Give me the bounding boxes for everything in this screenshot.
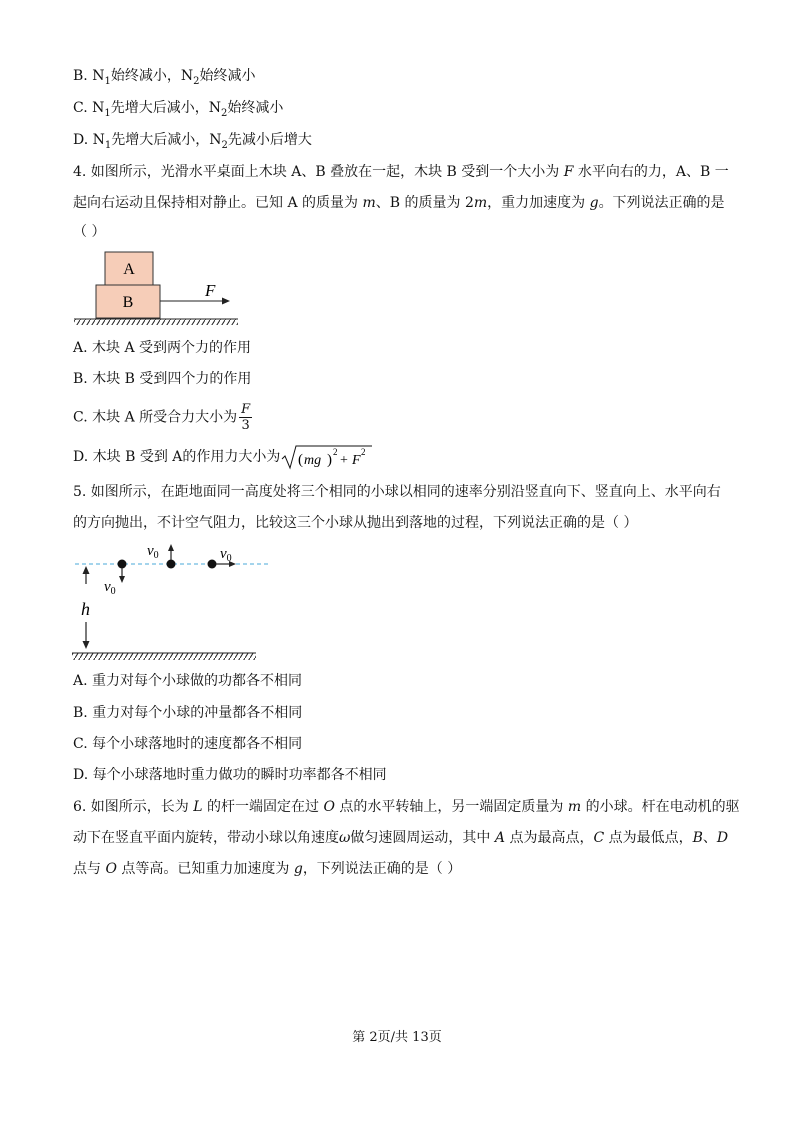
q4-option-c: C. 木块 A 所受合力大小为 $\frac{F}{3}$ — [73, 402, 251, 433]
q5-option-c: C. 每个小球落地时的速度都各不相同 — [73, 736, 303, 752]
block-a-label: A — [123, 261, 135, 278]
q5-option-b: B. 重力对每个小球的冲量都各不相同 — [73, 705, 303, 721]
q5-figure — [70, 538, 280, 663]
fraction-f-over-3: $\frac{F}{3}$ — [241, 402, 251, 433]
q4-option-d: D. 木块 B 受到 A的作用力大小为 ( mg ) 2 + F 2 — [73, 443, 374, 471]
svg-text:F: F — [352, 453, 361, 468]
q6-stem-line1: 6. 如图所示，长为 L 的杆一端固定在过 O 点的水平转轴上，另一端固定质量为 m 的小球。杆在电动机的驱 — [73, 799, 740, 815]
q4-stem-line2: 起向右运动且保持相对静止。已知 A 的质量为 m、B 的质量为 2m，重力加速度为 g。下列说法正确的是 — [73, 195, 725, 211]
q3-option-c: C. $N_1$先增大后减小，$N_2$始终减小 — [73, 100, 284, 119]
q5-option-a: A. 重力对每个小球做的功都各不相同 — [73, 673, 303, 689]
v0-label-down: $v_0$ — [104, 579, 116, 597]
ground-hatch — [72, 653, 256, 660]
q5-stem-line1: 5. 如图所示，在距地面同一高度处将三个相同的小球以相同的速率分别沿竖直向下、竖直向上、水平向右 — [73, 484, 721, 500]
svg-text:mg: mg — [304, 453, 322, 468]
ball-down — [118, 560, 127, 569]
ball-horizontal — [208, 560, 217, 569]
q5-option-d: D. 每个小球落地时重力做功的瞬时功率都各不相同 — [73, 767, 387, 783]
svg-text:(: ( — [298, 452, 304, 468]
svg-text:2: 2 — [361, 447, 366, 457]
q4-option-a: A. 木块 A 受到两个力的作用 — [73, 340, 252, 356]
force-label: F — [205, 281, 216, 300]
block-b-label: B — [122, 294, 134, 311]
force-arrowhead — [222, 298, 230, 305]
v0-label-horizontal: $v_0$ — [220, 546, 232, 564]
q6-stem-line3: 点与 O 点等高。已知重力加速度为 g，下列说法正确的是（ ） — [73, 861, 462, 877]
v0-label-up: $v_0$ — [147, 543, 159, 561]
page-footer: 第 2页/共 13页 — [352, 1030, 442, 1045]
q5-stem-line2: 的方向抛出，不计空气阻力，比较这三个小球从抛出到落地的过程，下列说法正确的是（ ） — [73, 515, 638, 531]
svg-text:+: + — [340, 453, 349, 468]
ball-up — [167, 560, 176, 569]
q4-stem-line1: 4. 如图所示，光滑水平桌面上木块 A、B 叠放在一起，木块 B 受到一个大小为 F 水平向右的力，A、B 一 — [73, 164, 729, 180]
svg-text:): ) — [327, 452, 333, 468]
q3-option-d: D. $N_1$先增大后减小，$N_2$先减小后增大 — [73, 132, 312, 151]
q6-stem-line2: 动下在竖直平面内旋转，带动小球以角速度ω做匀速圆周运动，其中 A 点为最高点，C 点为最低点，B、D — [73, 830, 729, 846]
q4-answer-paren: （ ） — [73, 224, 106, 240]
sqrt-expression — [280, 443, 374, 471]
q3-option-b: B. $N_1$始终减小，$N_2$始终减小 — [73, 68, 256, 87]
q4-option-b: B. 木块 B 受到四个力的作用 — [73, 371, 252, 387]
q4-figure — [70, 248, 245, 328]
h-label: h — [81, 599, 90, 619]
svg-text:2: 2 — [333, 447, 338, 457]
ground-hatch — [74, 319, 238, 325]
